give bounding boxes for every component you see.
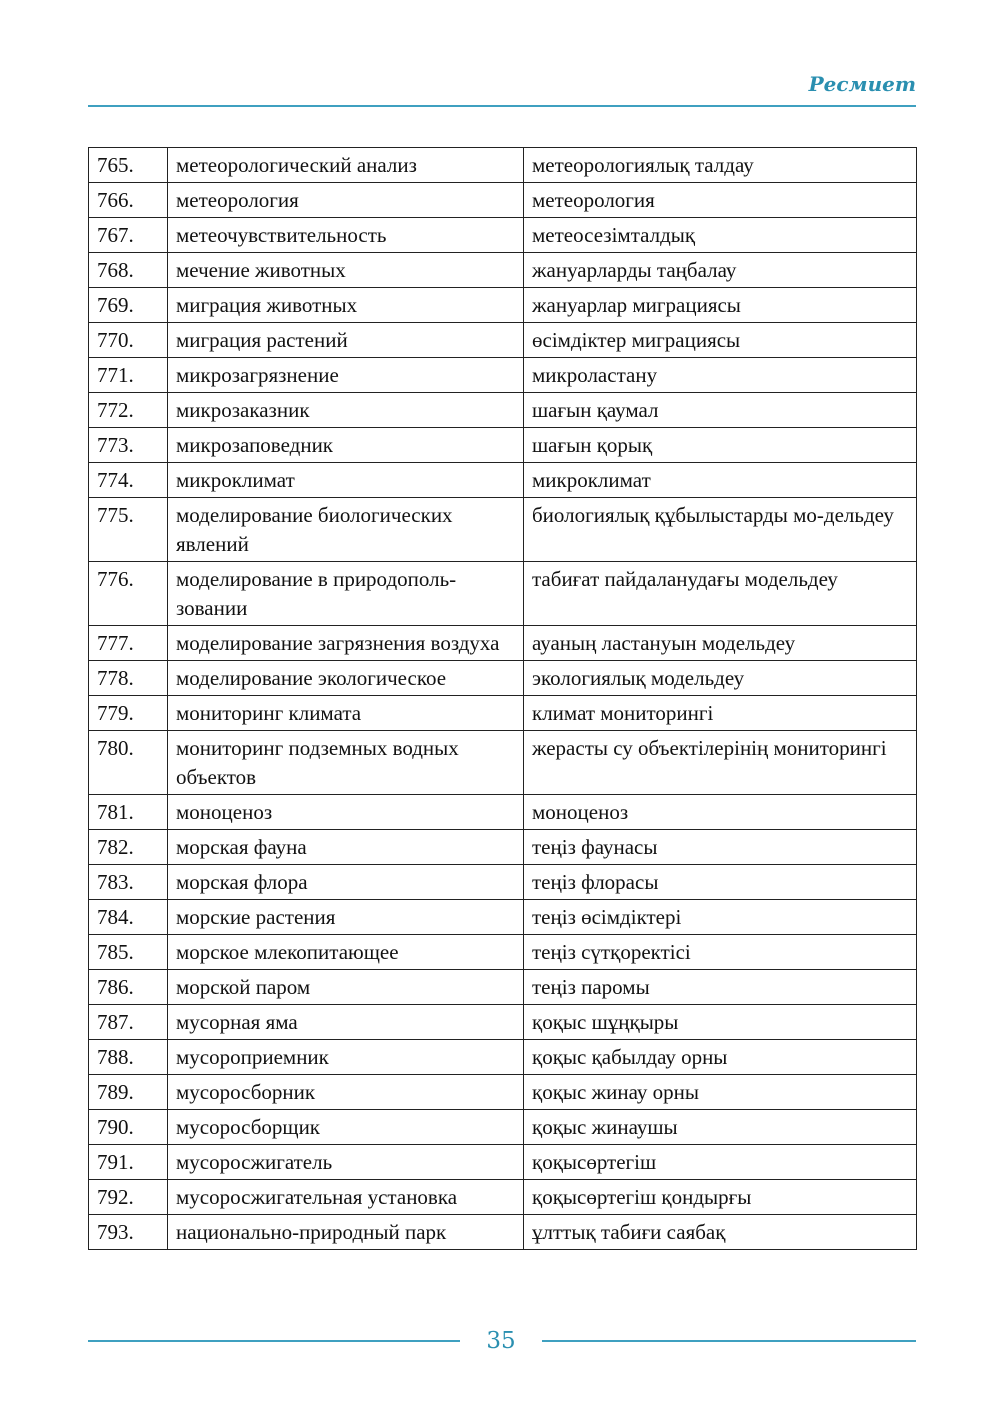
term-number: 775.	[89, 498, 168, 562]
term-number: 788.	[89, 1040, 168, 1075]
running-header-title: Ресмиет	[808, 72, 916, 96]
header-rule	[88, 105, 916, 107]
term-number: 779.	[89, 696, 168, 731]
term-number: 786.	[89, 970, 168, 1005]
term-number: 778.	[89, 661, 168, 696]
table-row	[89, 562, 917, 626]
term-number: 774.	[89, 463, 168, 498]
term-russian: мусоросжигатель	[168, 1145, 524, 1180]
term-number: 770.	[89, 323, 168, 358]
table-row	[89, 661, 917, 696]
table-row	[89, 795, 917, 830]
term-russian: мечение животных	[168, 253, 524, 288]
footer-rule-right	[542, 1340, 916, 1342]
term-russian: мусоросжигательная установка	[168, 1180, 524, 1215]
table-row	[89, 1180, 917, 1215]
term-kazakh: экологиялық модельдеу	[524, 661, 917, 696]
table-row	[89, 183, 917, 218]
table-row	[89, 428, 917, 463]
table-row	[89, 253, 917, 288]
term-russian: миграция животных	[168, 288, 524, 323]
term-russian: миграция растений	[168, 323, 524, 358]
term-kazakh: теңіз флорасы	[524, 865, 917, 900]
term-number: 785.	[89, 935, 168, 970]
table-row	[89, 1145, 917, 1180]
term-kazakh: шағын қаумал	[524, 393, 917, 428]
table-row	[89, 1075, 917, 1110]
term-kazakh: өсімдіктер миграциясы	[524, 323, 917, 358]
term-russian: морская флора	[168, 865, 524, 900]
term-kazakh: биологиялық құбылыстарды мо-дельдеу	[524, 498, 917, 562]
term-russian: мусорная яма	[168, 1005, 524, 1040]
term-kazakh: жануарларды таңбалау	[524, 253, 917, 288]
table-row	[89, 1110, 917, 1145]
term-russian: микрозаказник	[168, 393, 524, 428]
term-number: 783.	[89, 865, 168, 900]
term-number: 767.	[89, 218, 168, 253]
table-row	[89, 865, 917, 900]
table-row	[89, 696, 917, 731]
term-kazakh: шағын қорық	[524, 428, 917, 463]
term-kazakh: теңіз фаунасы	[524, 830, 917, 865]
term-number: 771.	[89, 358, 168, 393]
term-kazakh: климат мониторингі	[524, 696, 917, 731]
glossary-table	[88, 147, 917, 1250]
term-kazakh: жануарлар миграциясы	[524, 288, 917, 323]
term-kazakh: теңіз паромы	[524, 970, 917, 1005]
table-row	[89, 463, 917, 498]
term-russian: микрозагрязнение	[168, 358, 524, 393]
term-russian: метеорологический анализ	[168, 148, 524, 183]
term-number: 792.	[89, 1180, 168, 1215]
table-row	[89, 288, 917, 323]
table-row	[89, 970, 917, 1005]
term-number: 781.	[89, 795, 168, 830]
term-number: 782.	[89, 830, 168, 865]
table-row	[89, 498, 917, 562]
term-kazakh: микроклимат	[524, 463, 917, 498]
term-number: 773.	[89, 428, 168, 463]
table-row	[89, 358, 917, 393]
term-kazakh: метеосезімталдық	[524, 218, 917, 253]
term-russian: морская фауна	[168, 830, 524, 865]
term-kazakh: қоқыс жинау орны	[524, 1075, 917, 1110]
term-russian: национально-природный парк	[168, 1215, 524, 1250]
table-row	[89, 148, 917, 183]
term-russian: метеочувствительность	[168, 218, 524, 253]
term-number: 766.	[89, 183, 168, 218]
term-kazakh: теңіз сүтқоректісі	[524, 935, 917, 970]
term-russian: микроклимат	[168, 463, 524, 498]
term-russian: мусоросборник	[168, 1075, 524, 1110]
term-kazakh: метеорология	[524, 183, 917, 218]
table-row	[89, 1215, 917, 1250]
term-number: 793.	[89, 1215, 168, 1250]
table-row	[89, 1005, 917, 1040]
term-russian: моделирование биологических явлений	[168, 498, 524, 562]
term-russian: метеорология	[168, 183, 524, 218]
term-kazakh: теңіз өсімдіктері	[524, 900, 917, 935]
table-row	[89, 731, 917, 795]
term-russian: моноценоз	[168, 795, 524, 830]
term-russian: моделирование экологическое	[168, 661, 524, 696]
term-kazakh: табиғат пайдаланудағы модельдеу	[524, 562, 917, 626]
term-kazakh: метеорологиялық талдау	[524, 148, 917, 183]
table-row	[89, 393, 917, 428]
table-row	[89, 626, 917, 661]
term-kazakh: ауаның ластануын модельдеу	[524, 626, 917, 661]
page-number: 35	[486, 1328, 516, 1354]
term-russian: моделирование в природополь-зовании	[168, 562, 524, 626]
term-number: 768.	[89, 253, 168, 288]
term-number: 772.	[89, 393, 168, 428]
term-kazakh: микроластану	[524, 358, 917, 393]
term-number: 790.	[89, 1110, 168, 1145]
term-number: 769.	[89, 288, 168, 323]
table-row	[89, 900, 917, 935]
term-russian: мусоросборщик	[168, 1110, 524, 1145]
term-russian: мониторинг климата	[168, 696, 524, 731]
term-number: 787.	[89, 1005, 168, 1040]
term-kazakh: қоқыс жинаушы	[524, 1110, 917, 1145]
term-kazakh: моноценоз	[524, 795, 917, 830]
term-number: 777.	[89, 626, 168, 661]
term-russian: морской паром	[168, 970, 524, 1005]
term-russian: моделирование загрязнения воздуха	[168, 626, 524, 661]
term-number: 791.	[89, 1145, 168, 1180]
footer-rule-left	[88, 1340, 460, 1342]
term-kazakh: жерасты су объектілерінің мониторингі	[524, 731, 917, 795]
term-number: 765.	[89, 148, 168, 183]
term-russian: морское млекопитающее	[168, 935, 524, 970]
term-russian: морские растения	[168, 900, 524, 935]
term-kazakh: қоқыс шұңқыры	[524, 1005, 917, 1040]
term-number: 784.	[89, 900, 168, 935]
term-russian: микрозаповедник	[168, 428, 524, 463]
table-row	[89, 935, 917, 970]
term-number: 780.	[89, 731, 168, 795]
term-kazakh: қоқысөртегіш	[524, 1145, 917, 1180]
term-russian: мониторинг подземных водных объектов	[168, 731, 524, 795]
term-russian: мусороприемник	[168, 1040, 524, 1075]
table-row	[89, 323, 917, 358]
term-number: 776.	[89, 562, 168, 626]
term-kazakh: қоқыс қабылдау орны	[524, 1040, 917, 1075]
term-number: 789.	[89, 1075, 168, 1110]
term-kazakh: қоқысөртегіш қондырғы	[524, 1180, 917, 1215]
term-kazakh: ұлттық табиғи саябақ	[524, 1215, 917, 1250]
table-row	[89, 1040, 917, 1075]
table-row	[89, 218, 917, 253]
table-row	[89, 830, 917, 865]
